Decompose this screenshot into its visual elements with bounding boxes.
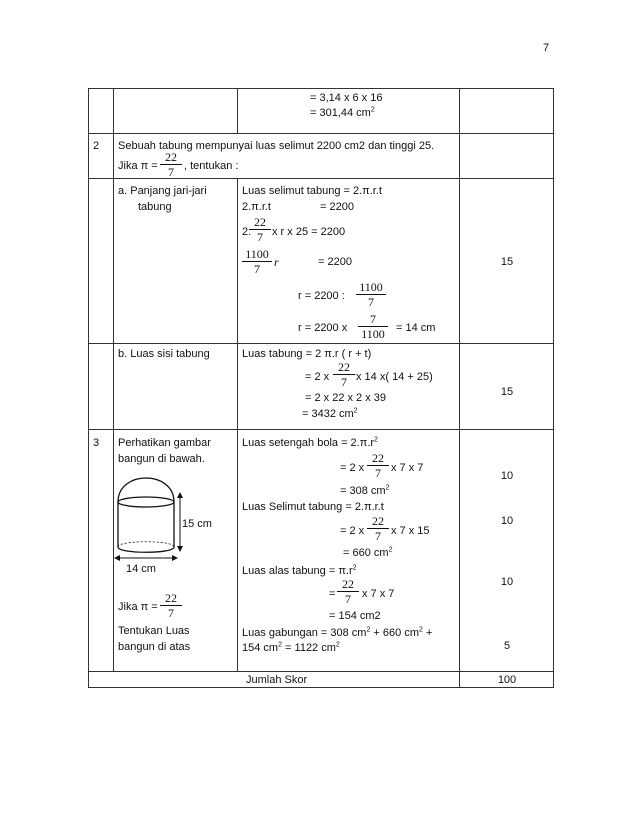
q3-step1: Luas setengah bola = $2.\pi.r^2$ [242, 436, 378, 449]
q2a-step4-fraction: $\frac{1100}{7}$ [242, 247, 272, 276]
total-score: 100 [497, 674, 517, 686]
q2a-step6-suffix: = 14 cm [396, 322, 436, 334]
q2a-step2b: = 2200 [320, 201, 354, 213]
q3-step8-fraction: $\frac{22}{7}$ [337, 577, 359, 606]
q3-jika: Jika π = [118, 601, 158, 613]
q3-dim-height: 15 cm [182, 518, 212, 530]
q2b-step3: = 2 x 22 x 2 x 39 [305, 392, 387, 404]
q3-number: 3 [93, 437, 100, 449]
q2b-step2-prefix: = 2 x [305, 371, 330, 383]
q2a-label-1: a. Panjang jari-jari [118, 185, 207, 197]
q3-step9: = 154 cm2 [329, 610, 381, 622]
q3-score-3: 10 [500, 576, 514, 588]
q2a-step3-mid: x r x 25 = 2200 [272, 226, 346, 238]
q3-score-1: 10 [500, 470, 514, 482]
q2a-step5-fraction: $\frac{1100}{7}$ [356, 280, 386, 309]
q2b-label: b. Luas sisi tabung [118, 348, 210, 360]
q3-step2-suffix: x 7 x 7 [391, 462, 424, 474]
q2a-step4-eq: = 2200 [318, 256, 352, 268]
q3-step11: 154 $cm^2 = 1122$ $cm^2$ [242, 641, 340, 654]
q3-score-4: 5 [503, 640, 511, 652]
q2a-step1: Luas selimut tabung = 2.π.r.t [242, 185, 382, 197]
q3-step5-suffix: x 7 x 15 [391, 525, 430, 537]
q2b-score: 15 [500, 386, 514, 398]
q2a-step2a: 2.π.r.t [242, 201, 271, 213]
q3-step6: = 660 $cm^2$ [343, 546, 393, 559]
q2a-step6-fraction: $\frac{7}{1100}$ [358, 312, 388, 341]
row1-line2: = 301,44 $cm^2$ [310, 106, 375, 119]
q2b-step2-fraction: $\frac{22}{7}$ [333, 360, 355, 389]
row1-line1: = 3,14 x 6 x 16 [310, 92, 383, 104]
q3-step8-prefix: = [329, 588, 336, 600]
q3-prompt-2: bangun di bawah. [118, 453, 205, 465]
q3-step5-prefix: = 2 x [340, 525, 365, 537]
page-number: 7 [543, 42, 550, 54]
q2a-score: 15 [500, 256, 514, 268]
q2-jika-prefix: Jika π = [118, 160, 158, 172]
q2b-step2-suffix: x 14 x( 14 + 25) [356, 371, 433, 383]
q2a-step4-r: r [274, 255, 279, 269]
q3-pi-fraction: $\frac{22}{7}$ [160, 591, 182, 620]
q2a-step6-prefix: r = 2200 x [298, 322, 348, 334]
q2a-step3-fraction: $\frac{22}{7}$ [249, 215, 271, 244]
q2-pi-fraction: $\frac{22}{7}$ [160, 150, 182, 179]
q3-step2-fraction: $\frac{22}{7}$ [367, 451, 389, 480]
q2b-step1: Luas tabung = 2 π.r ( r + t) [242, 348, 372, 360]
q2-jika-suffix: , tentukan : [184, 160, 239, 172]
q3-step3: = 308 $cm^2$ [340, 484, 390, 497]
q3-step8-suffix: x 7 x 7 [362, 588, 395, 600]
q2a-step5-prefix: r = 2200 : [298, 290, 345, 302]
q3-task-1: Tentukan Luas [118, 625, 190, 637]
q2b-step4: = 3432 $cm^2$ [302, 407, 358, 420]
q3-task-2: bangun di atas [118, 641, 191, 653]
q2-question: Sebuah tabung mempunyai luas selimut 2200 cm2 dan tinggi 25. [118, 140, 435, 152]
q2a-step3-prefix: 2. [242, 226, 252, 238]
q3-prompt-1: Perhatikan gambar [118, 437, 211, 449]
q3-step2-prefix: = 2 x [340, 462, 365, 474]
q3-step7: Luas alas tabung = $\pi.r^2$ [242, 564, 357, 577]
q2-number: 2 [93, 140, 100, 152]
q3-step5-fraction: $\frac{22}{7}$ [367, 514, 389, 543]
q3-score-2: 10 [500, 515, 514, 527]
q3-step4: Luas Selimut tabung = 2.π.r.t [242, 501, 384, 513]
q3-step10: Luas gabungan = 308 $cm^2 + 660$ $cm^2$ + [242, 626, 433, 639]
q3-dim-width: 14 cm [126, 563, 156, 575]
total-label: Jumlah Skor [246, 674, 308, 686]
q2a-label-2: tabung [138, 201, 172, 213]
